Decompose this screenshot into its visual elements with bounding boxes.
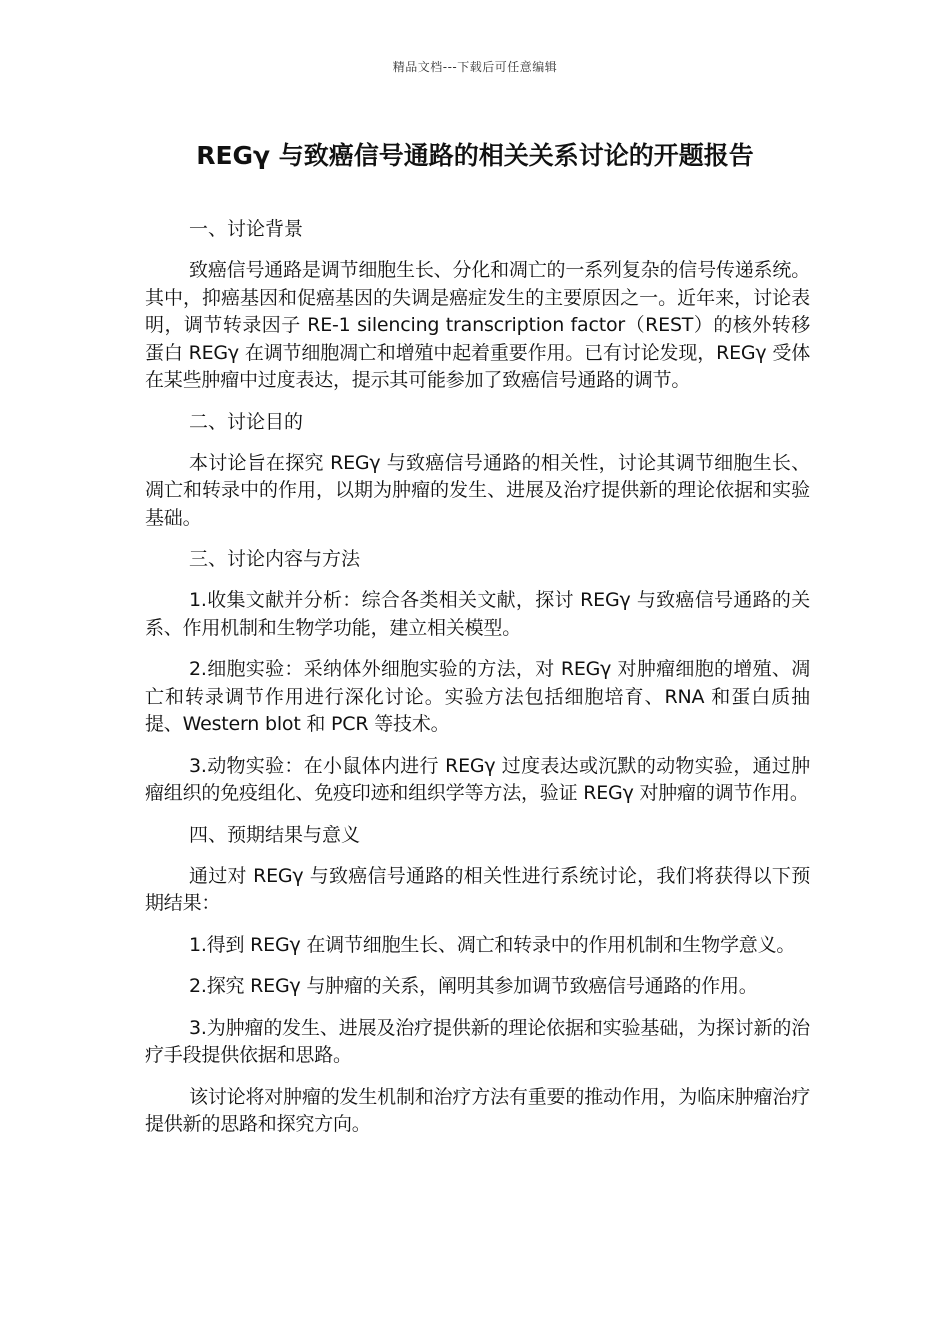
section-heading: 二、讨论目的 [189, 410, 304, 433]
section-content-methods [145, 546, 810, 808]
section-heading: 三、讨论内容与方法 [189, 548, 361, 570]
page-header: 精品文档---下载后可任意编辑 [392, 60, 558, 74]
paragraph: 本讨论旨在探究 REGγ 与致癌信号通路的相关性，讨论其调节细胞生长、凋亡和转录中的作用，以期为肿瘤的发生、进展及治疗提供新的理论依据和实验基础。 [145, 451, 810, 529]
paragraph: 通过对 REGγ 与致癌信号通路的相关性进行系统讨论，我们将获得以下预期结果： [145, 864, 810, 914]
paragraph: 3.动物实验：在小鼠体内进行 REGγ 过度表达或沉默的动物实验，通过肿瘤组织的免疫组化、免疫印迹和组织学等方法，验证 REGγ 对肿瘤的调节作用。 [145, 754, 810, 804]
section-expected-results [145, 822, 810, 1139]
paragraph: 1.收集文献并分析：综合各类相关文献，探讨 REGγ 与致癌信号通路的关系、作用机制和生物学功能，建立相关模型。 [145, 589, 810, 639]
section-heading: 四、预期结果与意义 [189, 823, 361, 846]
paragraph: 3.为肿瘤的发生、进展及治疗提供新的理论依据和实验基础，为探讨新的治疗手段提供依据和思路。 [145, 1016, 810, 1066]
document-title: REGγ 与致癌信号通路的相关关系讨论的开题报告 [196, 141, 754, 170]
section-background [145, 216, 810, 395]
paragraph: 2.细胞实验：采纳体外细胞实验的方法，对 REGγ 对肿瘤细胞的增殖、凋亡和转录调节作用进行深化讨论。实验方法包括细胞培育、RNA 和蛋白质抽提、Western blot 和 PCR 等技术。 [145, 658, 810, 735]
paragraph: 2.探究 REGγ 与肿瘤的关系，阐明其参加调节致癌信号通路的作用。 [189, 975, 758, 997]
section-purpose [145, 409, 810, 533]
paragraph: 1.得到 REGγ 在调节细胞生长、凋亡和转录中的作用机制和生物学意义。 [189, 933, 796, 956]
section-heading: 一、讨论背景 [189, 218, 304, 240]
paragraph: 致癌信号通路是调节细胞生长、分化和凋亡的一系列复杂的信号传递系统。其中，抑癌基因和促癌基因的失调是癌症发生的主要原因之一。近年来，讨论表明，调节转录因子 RE-1 silencing transcription factor（REST）的核外转移蛋白 REGγ 在调节细胞凋亡和增殖中起着重要作用。已有讨论发现，REGγ 受体在某些肿瘤中过度表达，提示其可能参加了致癌信号通路的调节。 [145, 259, 810, 391]
document-body [145, 216, 810, 1153]
paragraph: 该讨论将对肿瘤的发生机制和治疗方法有重要的推动作用，为临床肿瘤治疗提供新的思路和探究方向。 [145, 1085, 810, 1135]
